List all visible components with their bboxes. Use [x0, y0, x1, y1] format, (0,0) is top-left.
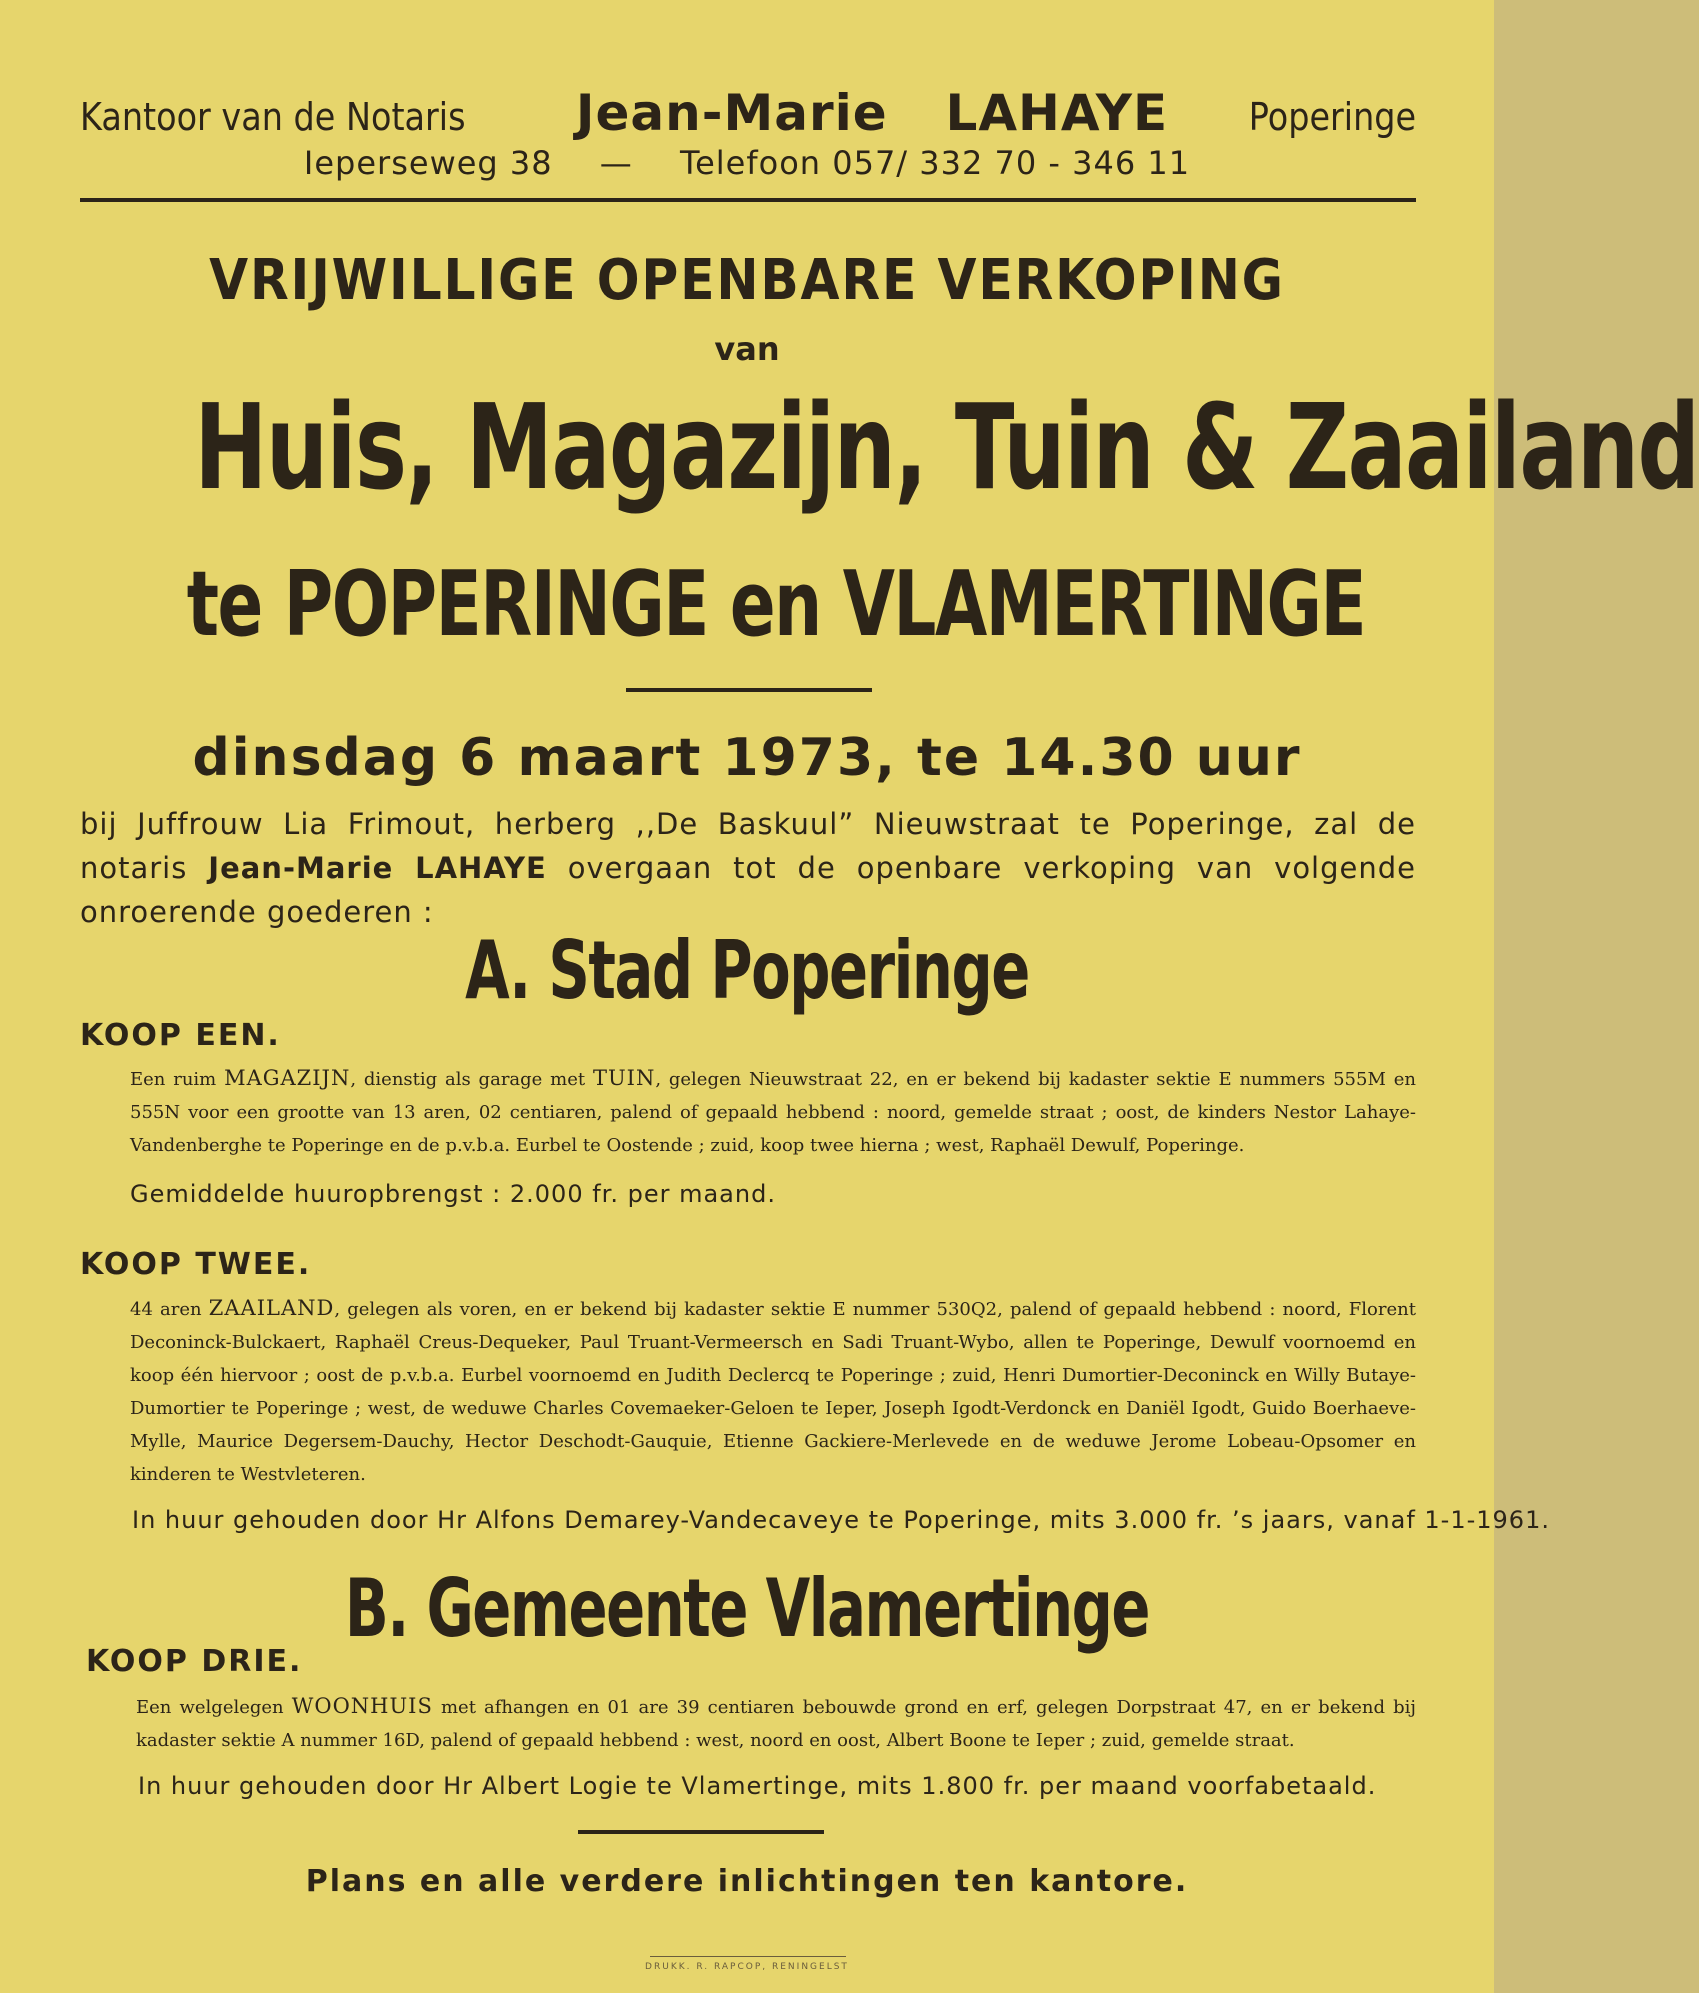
- koop-twee-rent: In huur gehouden door Hr Alfons Demarey-Vandecaveye te Poperinge, mits 3.000 fr. ’s jaars, vanaf 1-1-1961.: [132, 1506, 1550, 1534]
- place-vlamertinge: VLAMERTINGE: [842, 552, 1366, 657]
- printer-imprint: DRUKK. R. RAPCOP, RENINGELST: [645, 1962, 849, 1972]
- office-phone: Telefoon 057/ 332 70 - 346 11: [679, 144, 1191, 182]
- plans-note: Plans en alle verdere inlichtingen ten kantore.: [305, 1864, 1189, 1899]
- office-address: Ieperseweg 38: [303, 144, 553, 182]
- printer-rule: [650, 1956, 846, 1957]
- koop-twee-label: KOOP TWEE.: [80, 1247, 312, 1282]
- intro-paragraph: bij Juffrouw Lia Frimout, herberg ,,De Baskuul” Nieuwstraat te Poperinge, zal de notaris Jean-Marie LAHAYE overgaan tot de openbare verkoping van volgende onroerende goederen :: [80, 807, 1416, 929]
- office-prefix: Kantoor van de Notaris: [80, 95, 466, 139]
- section-b-heading: B. Gemeente Vlamertinge: [344, 1562, 1150, 1655]
- koop-een-rent: Gemiddelde huuropbrengst : 2.000 fr. per maand.: [130, 1180, 776, 1208]
- koop-drie-label: KOOP DRIE.: [86, 1644, 303, 1679]
- sale-title: VRIJWILLIGE OPENBARE VERKOPING: [209, 248, 1285, 313]
- en-word: en: [729, 552, 821, 657]
- koop-drie-rent: In huur gehouden door Hr Albert Logie te Vlamertinge, mits 1.800 fr. per maand voorfabetaald.: [138, 1772, 1377, 1800]
- title-rule: [626, 688, 872, 692]
- koop-drie-text: Een welgelegen WOONHUIS met afhangen en 01 are 39 centiaren bebouwde grond en erf, gelegen Dorpstraat 47, en er bekend bij kadaster sektie A nummer 16D, palend of gepaald hebbend : west, noord en oost, Albert Boone te Ieper ; zuid, gemelde straat.: [136, 1694, 1416, 1751]
- dash-separator: —: [599, 144, 633, 182]
- notary-header: [80, 84, 1416, 142]
- koop-een-label: KOOP EEN.: [80, 1018, 281, 1053]
- footer-rule: [578, 1830, 824, 1834]
- te-word: te: [186, 552, 262, 657]
- koop-een-text: Een ruim MAGAZIJN, dienstig als garage met TUIN, gelegen Nieuwstraat 22, en er bekend bij kadaster sektie E nummers 555M en 555N voor een grootte van 13 aren, 02 centiaren, palend of gepaald hebbend : noord, gemelde straat ; oost, de kinders Nestor Lahaye-Vandenberghe te Poperinge en de p.v.b.a. Eurbel te Oostende ; zuid, koop twee hierna ; west, Raphaël Dewulf, Poperinge.: [130, 1066, 1416, 1156]
- intro-notary: Jean-Marie LAHAYE: [208, 851, 547, 885]
- sale-date: dinsdag 6 maart 1973, te 14.30 uur: [192, 728, 1302, 788]
- notary-surname: LAHAYE: [945, 84, 1169, 142]
- title-van: van: [714, 330, 780, 368]
- contact-line: [0, 144, 1494, 182]
- property-headline: Huis, Magazijn, Tuin & Zaailand: [194, 378, 1699, 516]
- header-rule: [80, 198, 1416, 202]
- section-a-heading: A. Stad Poperinge: [465, 924, 1029, 1017]
- koop-twee-text: 44 aren ZAAILAND, gelegen als voren, en er bekend bij kadaster sektie E nummer 530Q2, palend of gepaald hebbend : noord, Florent Deconinck-Bulckaert, Raphaël Creus-Dequeker, Paul Truant-Vermeersch en Sadi Truant-Wybo, allen te Poperinge, Dewulf voornoemd en koop één hiervoor ; oost de p.v.b.a. Eurbel voornoemd en Judith Declercq te Poperinge ; zuid, Henri Dumortier-Deconinck en Willy Butaye-Dumortier te Poperinge ; west, de weduwe Charles Covemaeker-Geloen te Ieper, Joseph Igodt-Verdonck en Daniël Igodt, Guido Boerhaeve-Mylle, Maurice Degersem-Dauchy, Hector Deschodt-Gauquie, Etienne Gackiere-Merlevede en de weduwe Jerome Lobeau-Opsomer en kinderen te Westvleteren.: [130, 1296, 1416, 1485]
- place-poperinge: POPERINGE: [283, 552, 708, 657]
- location-headline: [186, 552, 1366, 657]
- notary-name: Jean-Marie: [575, 84, 888, 142]
- office-town: Poperinge: [1248, 95, 1416, 139]
